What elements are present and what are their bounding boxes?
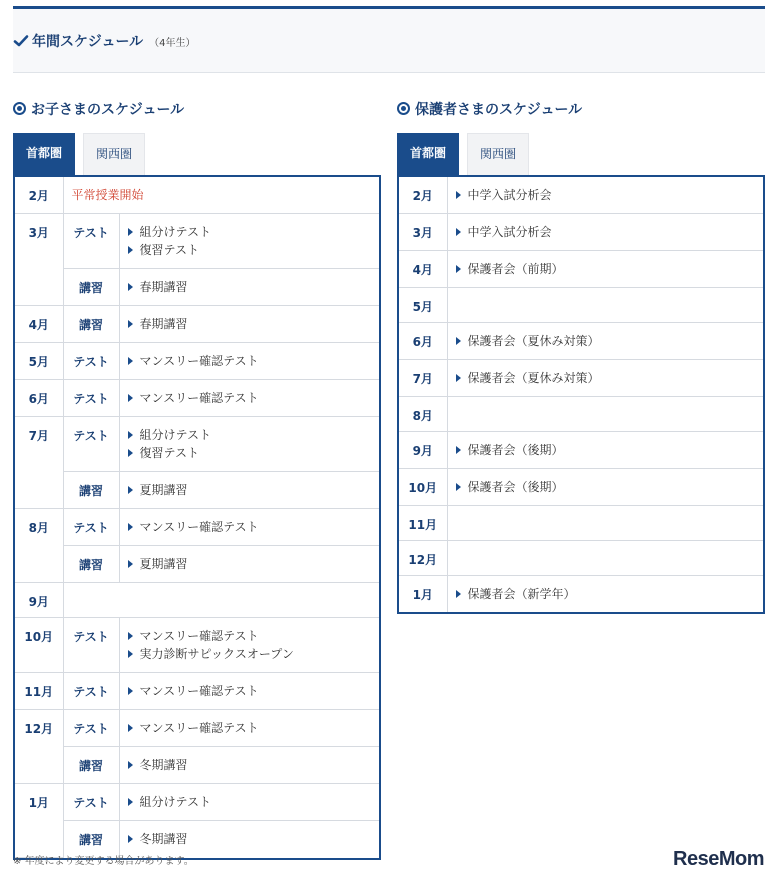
item-cell bbox=[447, 432, 763, 469]
month-cell: 11月 bbox=[399, 506, 447, 541]
month-cell: 11月 bbox=[15, 673, 63, 710]
schedule-header bbox=[13, 9, 765, 73]
resemom-logo: ReseMom bbox=[673, 848, 764, 870]
category-cell: テスト bbox=[63, 417, 119, 472]
table-row bbox=[399, 288, 763, 323]
category-cell: テスト bbox=[63, 673, 119, 710]
item-cell bbox=[447, 177, 763, 214]
table-row bbox=[15, 380, 379, 417]
month-cell: 8月 bbox=[15, 509, 63, 583]
table-row bbox=[15, 417, 379, 472]
table-row bbox=[15, 177, 379, 214]
grade-label: （4年生） bbox=[149, 38, 196, 49]
month-cell: 4月 bbox=[15, 306, 63, 343]
item-cell bbox=[447, 506, 763, 541]
list-item[interactable]: 組分けテスト bbox=[128, 426, 372, 444]
list-item[interactable]: マンスリー確認テスト bbox=[128, 627, 372, 645]
list-item[interactable]: マンスリー確認テスト bbox=[128, 389, 372, 407]
tab-shutoken[interactable]: 首都圏 bbox=[397, 133, 459, 175]
table-row bbox=[15, 306, 379, 343]
table-row bbox=[15, 214, 379, 269]
table-row bbox=[399, 177, 763, 214]
list-item[interactable]: 中学入試分析会 bbox=[456, 223, 756, 241]
item-cell bbox=[63, 177, 379, 214]
list-item[interactable]: 冬期講習 bbox=[128, 830, 372, 848]
month-cell: 3月 bbox=[15, 214, 63, 306]
table-row bbox=[399, 432, 763, 469]
category-cell: 講習 bbox=[63, 821, 119, 858]
category-cell: 講習 bbox=[63, 472, 119, 509]
parent-schedule-table bbox=[397, 175, 765, 614]
item-cell bbox=[447, 214, 763, 251]
table-row bbox=[399, 323, 763, 360]
month-cell: 7月 bbox=[399, 360, 447, 397]
table-row bbox=[15, 269, 379, 306]
regular-class-start: 平常授業開始 bbox=[71, 188, 144, 202]
item-cell bbox=[119, 710, 379, 747]
month-cell: 9月 bbox=[399, 432, 447, 469]
month-cell: 2月 bbox=[399, 177, 447, 214]
category-cell: テスト bbox=[63, 509, 119, 546]
item-cell bbox=[119, 472, 379, 509]
list-item[interactable]: マンスリー確認テスト bbox=[128, 518, 372, 536]
table-row bbox=[399, 576, 763, 613]
item-cell bbox=[119, 343, 379, 380]
category-cell: テスト bbox=[63, 214, 119, 269]
month-cell: 6月 bbox=[399, 323, 447, 360]
category-cell: 講習 bbox=[63, 269, 119, 306]
table-row bbox=[15, 472, 379, 509]
tab-kansai[interactable]: 関西圏 bbox=[467, 133, 529, 175]
table-row bbox=[399, 360, 763, 397]
item-cell bbox=[447, 360, 763, 397]
item-cell bbox=[63, 583, 379, 618]
month-cell: 6月 bbox=[15, 380, 63, 417]
child-schedule-table bbox=[13, 175, 381, 860]
month-cell: 4月 bbox=[399, 251, 447, 288]
table-row bbox=[15, 509, 379, 546]
list-item[interactable]: 春期講習 bbox=[128, 315, 372, 333]
item-cell bbox=[447, 323, 763, 360]
item-cell bbox=[119, 509, 379, 546]
item-cell bbox=[447, 541, 763, 576]
item-cell bbox=[447, 397, 763, 432]
circle-dot-icon bbox=[397, 102, 410, 115]
item-cell bbox=[119, 417, 379, 472]
table-row bbox=[399, 251, 763, 288]
table-row bbox=[15, 673, 379, 710]
category-cell: 講習 bbox=[63, 306, 119, 343]
list-item[interactable]: 保護者会（夏休み対策） bbox=[456, 332, 756, 350]
category-cell: テスト bbox=[63, 710, 119, 747]
month-cell: 10月 bbox=[15, 618, 63, 673]
list-item[interactable]: 保護者会（後期） bbox=[456, 478, 756, 496]
list-item[interactable]: 復習テスト bbox=[128, 241, 372, 259]
list-item[interactable]: 組分けテスト bbox=[128, 223, 372, 241]
table-row bbox=[399, 541, 763, 576]
item-cell bbox=[119, 214, 379, 269]
month-cell: 10月 bbox=[399, 469, 447, 506]
footnote: ※ 年度により変更する場合があります。 bbox=[13, 856, 194, 867]
category-cell: 講習 bbox=[63, 546, 119, 583]
list-item[interactable]: 保護者会（夏休み対策） bbox=[456, 369, 756, 387]
table-row bbox=[15, 618, 379, 673]
table-row bbox=[15, 583, 379, 618]
table-row bbox=[15, 546, 379, 583]
month-cell: 2月 bbox=[15, 177, 63, 214]
list-item[interactable]: マンスリー確認テスト bbox=[128, 352, 372, 370]
circle-dot-icon bbox=[13, 102, 26, 115]
category-cell: テスト bbox=[63, 343, 119, 380]
month-cell: 1月 bbox=[399, 576, 447, 613]
item-cell bbox=[447, 469, 763, 506]
month-cell: 5月 bbox=[399, 288, 447, 323]
item-cell bbox=[119, 306, 379, 343]
table-row bbox=[15, 784, 379, 821]
page-title: 年間スケジュール （4年生） bbox=[32, 34, 196, 50]
table-row bbox=[15, 343, 379, 380]
list-item[interactable]: 冬期講習 bbox=[128, 756, 372, 774]
list-item[interactable]: 春期講習 bbox=[128, 278, 372, 296]
month-cell: 1月 bbox=[15, 784, 63, 858]
month-cell: 7月 bbox=[15, 417, 63, 509]
list-item[interactable]: 夏期講習 bbox=[128, 555, 372, 573]
month-cell: 3月 bbox=[399, 214, 447, 251]
list-item[interactable]: 中学入試分析会 bbox=[456, 186, 756, 204]
child-schedule-title: お子さまのスケジュール bbox=[13, 99, 184, 119]
month-cell: 12月 bbox=[15, 710, 63, 784]
parent-schedule-title: 保護者さまのスケジュール bbox=[397, 99, 582, 119]
category-cell: テスト bbox=[63, 380, 119, 417]
table-row bbox=[399, 214, 763, 251]
item-cell bbox=[447, 251, 763, 288]
month-cell: 5月 bbox=[15, 343, 63, 380]
list-item[interactable]: マンスリー確認テスト bbox=[128, 719, 372, 737]
list-item[interactable]: マンスリー確認テスト bbox=[128, 682, 372, 700]
table-row bbox=[399, 397, 763, 432]
category-cell: 講習 bbox=[63, 747, 119, 784]
month-cell: 9月 bbox=[15, 583, 63, 618]
table-row bbox=[399, 469, 763, 506]
table-row bbox=[15, 747, 379, 784]
item-cell bbox=[447, 576, 763, 613]
table-row bbox=[399, 506, 763, 541]
list-item[interactable]: 夏期講習 bbox=[128, 481, 372, 499]
item-cell bbox=[119, 618, 379, 673]
table-row bbox=[15, 710, 379, 747]
month-cell: 8月 bbox=[399, 397, 447, 432]
check-icon bbox=[13, 33, 29, 49]
list-item[interactable]: 保護者会（前期） bbox=[456, 260, 756, 278]
list-item[interactable]: 復習テスト bbox=[128, 444, 372, 462]
category-cell: テスト bbox=[63, 784, 119, 821]
item-cell bbox=[119, 784, 379, 821]
item-cell bbox=[119, 380, 379, 417]
tab-shutoken[interactable]: 首都圏 bbox=[13, 133, 75, 175]
list-item[interactable]: 保護者会（後期） bbox=[456, 441, 756, 459]
item-cell bbox=[447, 288, 763, 323]
month-cell: 12月 bbox=[399, 541, 447, 576]
item-cell bbox=[119, 269, 379, 306]
list-item[interactable]: 保護者会（新学年） bbox=[456, 585, 756, 603]
item-cell bbox=[119, 747, 379, 784]
list-item[interactable]: 実力診断サピックスオープン bbox=[128, 645, 372, 663]
item-cell bbox=[119, 546, 379, 583]
list-item[interactable]: 組分けテスト bbox=[128, 793, 372, 811]
category-cell: テスト bbox=[63, 618, 119, 673]
tab-kansai[interactable]: 関西圏 bbox=[83, 133, 145, 175]
item-cell bbox=[119, 673, 379, 710]
